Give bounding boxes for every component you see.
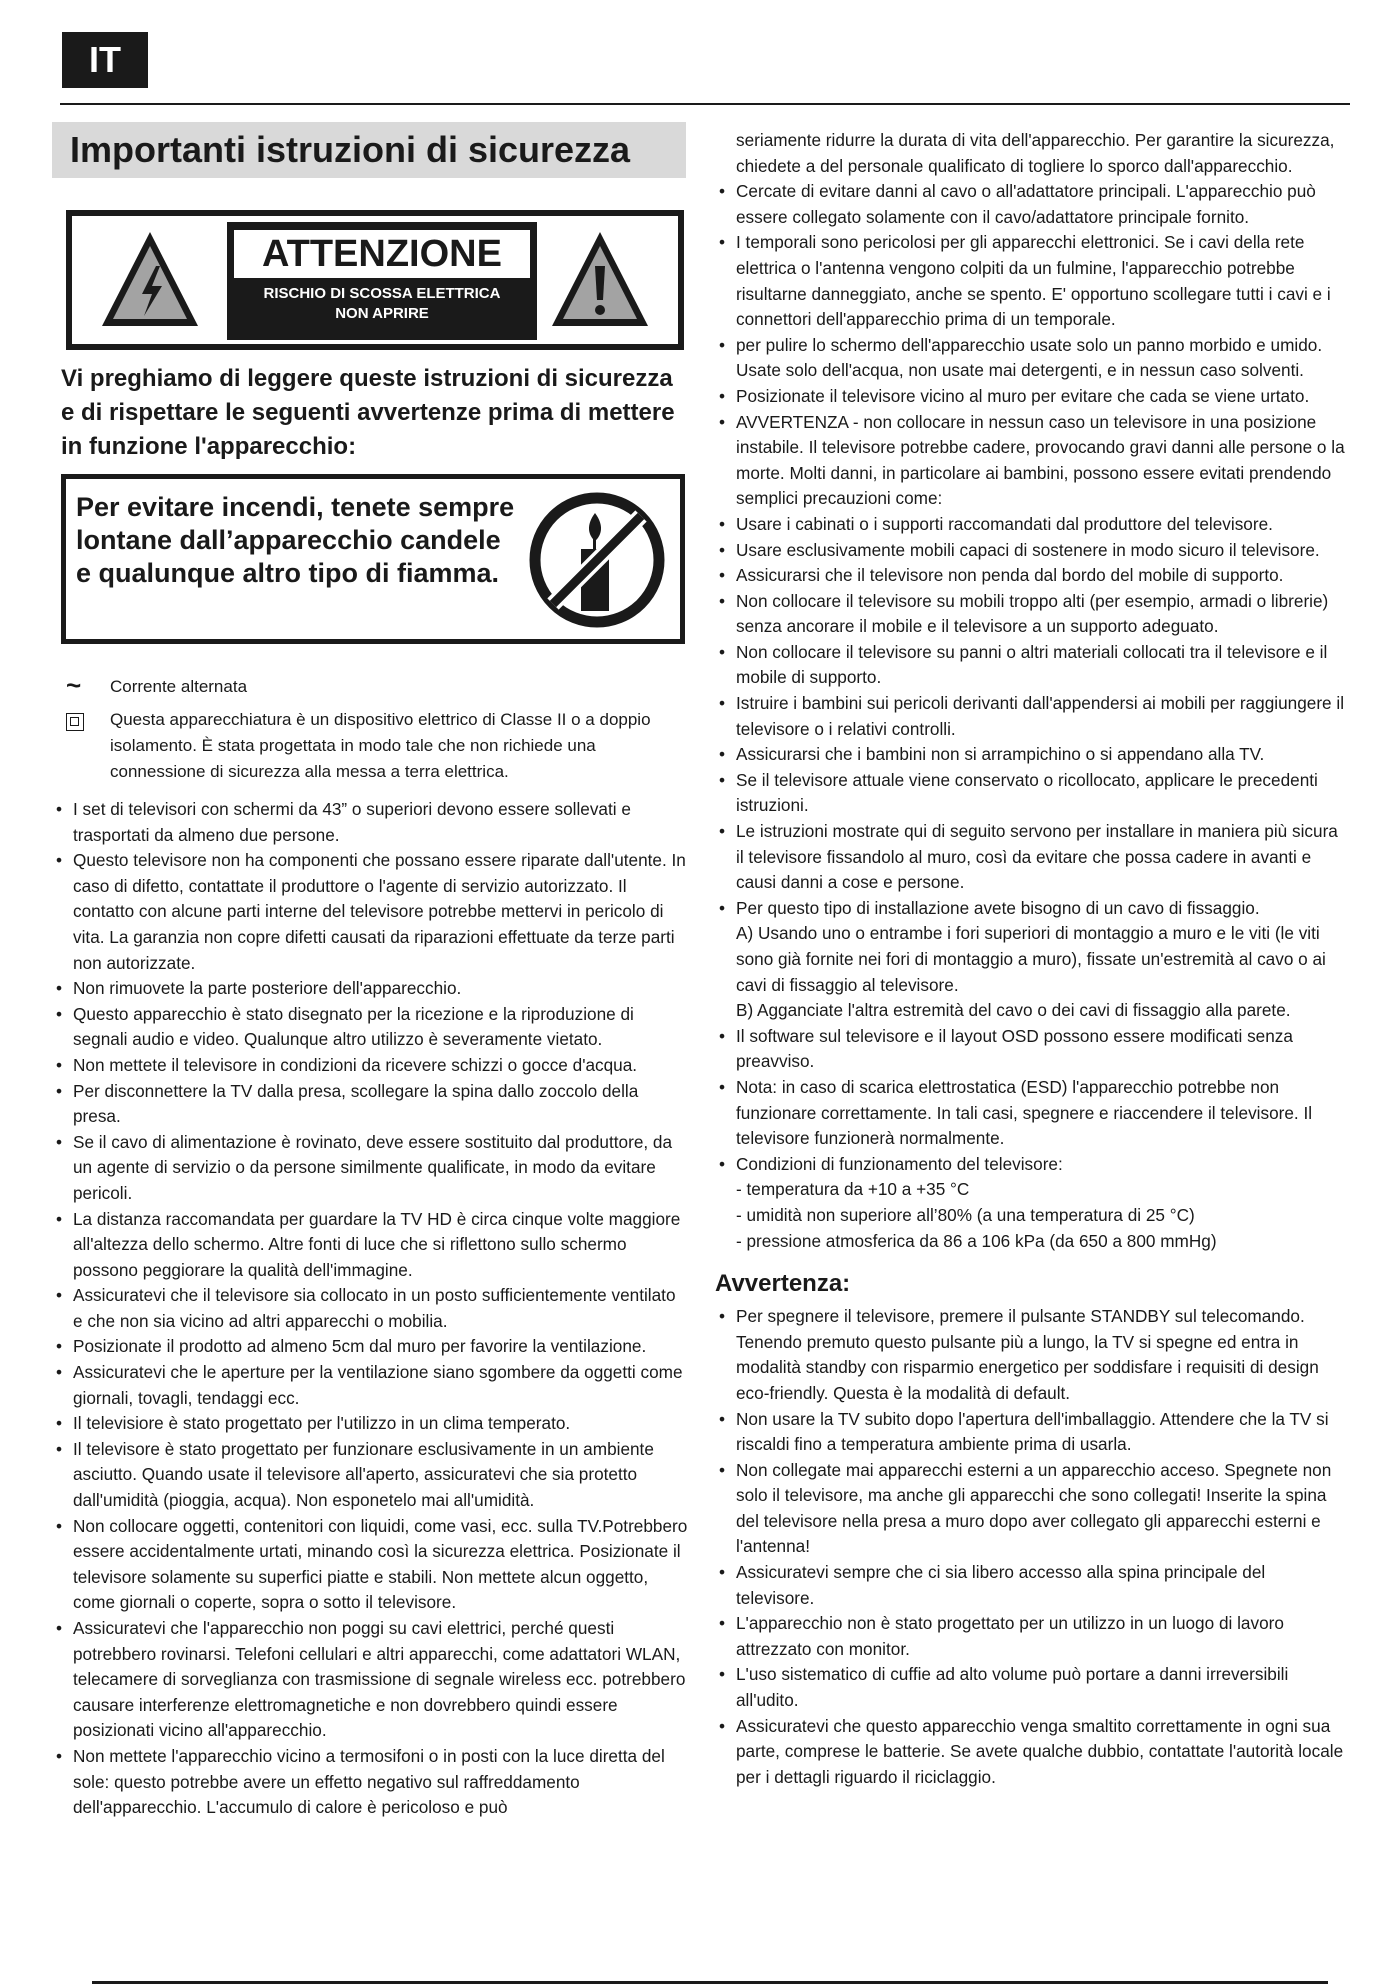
list-item: • Il software sul televisore e il layout OSD possono essere modificati senza preavviso. [715, 1024, 1347, 1075]
class-ii-icon [62, 707, 110, 733]
warning-label [227, 222, 537, 340]
symbol-description: Corrente alternata [110, 677, 248, 696]
header-rule [60, 103, 1350, 105]
fixing-step-b: B) Agganciate l'altra estremità del cavo o dei cavi di fissaggio alla parete. [736, 1000, 1291, 1021]
list-item: • Istruire i bambini sui pericoli derivanti dall'appendersi ai mobili per raggiungere il televisore o i relativi controlli. [715, 691, 1347, 742]
footer-rule [92, 1981, 1328, 1984]
no-candle-icon [526, 489, 668, 631]
continued-paragraph: seriamente ridurre la durata di vita dell'apparecchio. Per garantire la sicurezza, chiedete a del personale qualificato di togliere lo sporco dall'apparecchio. [736, 130, 1335, 176]
list-item: • I temporali sono pericolosi per gli apparecchi elettronici. Se i cavi della rete elettrica o l'antenna vengono colpiti da un fulmine, l'apparecchio potrebbe risultarne danneggiato, anche se spento. E' opportuno scollegare tutti i cavi e i connettori dell'apparecchio prima di un temporale. [715, 230, 1347, 332]
list-item: • Per spegnere il televisore, premere il pulsante STANDBY sul telecomando. Tenendo premuto questo pulsante più a lungo, la TV si spegne ed entra in modalità standby con risparmio energetico per soddisfare i requisiti di design eco-friendly. Questa è la modalità di default. [715, 1304, 1347, 1406]
avvertenza-list [715, 1304, 1347, 1790]
list-item: • Non mettete il televisore in condizioni da ricevere schizzi o gocce d'acqua. [52, 1053, 688, 1079]
symbol-row-class-ii [62, 707, 688, 785]
list-item: • Questo televisore non ha componenti che possano essere riparate dall'utente. In caso di difetto, contattate il produttore o l'agente di servizio autorizzato. Il contatto con alcune parti interne del televisore potrebbe mettervi in pericolo di vita. La garanzia non copre difetti causati da riparazioni effettuate da terze parti non autorizzate. [52, 848, 688, 976]
list-item: • Assicurarsi che il televisore non penda dal bordo del mobile di supporto. [715, 563, 1347, 589]
warning-subtitle [227, 284, 537, 324]
conditions-intro: • Condizioni di funzionamento del televisore: [736, 1153, 1063, 1174]
symbol-description: Questa apparecchiatura è un dispositivo elettrico di Classe II o a doppio isolamento. È stata progettata in modo tale che non richiede una connessione di sicurezza alla messa a terra elettrica. [110, 710, 651, 781]
list-item: • I set di televisori con schermi da 43” o superiori devono essere sollevati e trasportati da almeno due persone. [52, 797, 688, 848]
fixing-intro: • Per questo tipo di installazione avete bisogno di un cavo di fissaggio. [736, 897, 1260, 918]
list-item: • Assicuratevi che l'apparecchio non poggi su cavi elettrici, perché questi potrebbero rovinarsi. Telefoni cellulari e altri apparecchi, come adattatori WLAN, telecamere di sorveglianza con trasmissione di segnale wireless ecc. potrebbero causare interferenze elettromagnetiche e non dovrebbero quindi essere posizionati vicino all'apparecchio. [52, 1616, 688, 1744]
fire-warning-text: Per evitare incendi, tenete sempre lontane dall’apparecchio candele e qualunque altro tipo di fiamma. [76, 492, 515, 588]
right-bullet-list [715, 179, 1347, 896]
left-bullet-list [52, 797, 688, 1821]
list-item: • Non usare la TV subito dopo l'apertura dell'imballaggio. Attendere che la TV si riscaldi fino a temperatura ambiente prima di usarla. [715, 1407, 1347, 1458]
list-item: • per pulire lo schermo dell'apparecchio usate solo un panno morbido e umido. Usate solo dell'acqua, non usate mai detergenti, e in nessun caso solventi. [715, 333, 1347, 384]
list-item: • AVVERTENZA - non collocare in nessun caso un televisore in una posizione instabile. Il televisore potrebbe cadere, provocando gravi danni alle persone o la morte. Molti danni, in particolare ai bambini, possono essere evitati prendendo semplici precauzioni come: [715, 410, 1347, 512]
right-bullet-list-2 [715, 1024, 1347, 1152]
list-item: • Se il cavo di alimentazione è rovinato, deve essere sostituito dal produttore, da un agente di servizio o da persone similmente qualificate, in modo da evitare pericoli. [52, 1130, 688, 1207]
list-item: • L'apparecchio non è stato progettato per un utilizzo in un luogo di lavoro attrezzato con monitor. [715, 1611, 1347, 1662]
right-column [715, 128, 1347, 1790]
warning-subtitle-line2: NON APRIRE [335, 305, 429, 322]
list-item: • Usare esclusivamente mobili capaci di sostenere in modo sicuro il televisore. [715, 538, 1347, 564]
left-column [52, 122, 688, 1821]
list-item: • Le istruzioni mostrate qui di seguito servono per installare in maniera più sicura il televisore fissandolo al muro, così da evitare che possa cadere in avanti e causi danni a cose e persone. [715, 819, 1347, 896]
fixing-step-a: A) Usando uno o entrambe i fori superiori di montaggio a muro e le viti (le viti sono già fornite nei fori di montaggio a muro), fissate un'estremità al cavo o ai cavi di fissaggio al televisore. [736, 923, 1326, 995]
language-tag: IT [62, 32, 148, 88]
list-item: • Assicurarsi che i bambini non si arrampichino o si appendano alla TV. [715, 742, 1347, 768]
fixing-list [715, 896, 1347, 1024]
list-item: • Cercate di evitare danni al cavo o all'adattatore principali. L'apparecchio può essere collegato solamente con il cavo/adattatore principale fornito. [715, 179, 1347, 230]
fire-warning-box [61, 474, 685, 644]
list-item: • Non mettete l'apparecchio vicino a termosifoni o in posti con la luce diretta del sole: questo potrebbe avere un effetto negativo sul raffreddamento dell'apparecchio. L'accumulo di calore è pericoloso e può [52, 1744, 688, 1821]
warning-title: ATTENZIONE [234, 230, 530, 278]
warning-subtitle-line1: RISCHIO DI SCOSSA ELETTRICA [263, 285, 501, 302]
avvertenza-heading: Avvertenza: [715, 1270, 851, 1298]
list-item: • Questo apparecchio è stato disegnato per la ricezione e la riproduzione di segnali audio e video. Qualunque altro utilizzo è severamente vietato. [52, 1002, 688, 1053]
symbol-row-ac [62, 670, 688, 700]
list-item: • Assicuratevi sempre che ci sia libero accesso alla spina principale del televisore. [715, 1560, 1347, 1611]
lightning-warning-icon [98, 226, 202, 334]
conditions-list [715, 1152, 1347, 1254]
list-item: • Posizionate il televisore vicino al muro per evitare che cada se viene urtato. [715, 384, 1347, 410]
list-item: • Non rimuovete la parte posteriore dell'apparecchio. [52, 976, 688, 1002]
list-item: • Usare i cabinati o i supporti raccomandati dal produttore del televisore. [715, 512, 1347, 538]
list-item: • Il televisore è stato progettato per funzionare esclusivamente in un ambiente asciutto. Quando usate il televisore all'aperto, assicuratevi che sia protetto dall'umidità (pioggia, acqua). Non esponetelo mai all'umidità. [52, 1437, 688, 1514]
page-title: Importanti istruzioni di sicurezza [52, 122, 686, 178]
intro-text: Vi preghiamo di leggere queste istruzioni di sicurezza e di rispettare le seguenti avvertenze prima di mettere in funzione l'apparecchio: [61, 365, 675, 460]
list-item: • Non collocare oggetti, contenitori con liquidi, come vasi, ecc. sulla TV.Potrebbero essere accidentalmente urtati, minando così la sicurezza elettrica. Posizionate il televisore solamente su superfici piatte e stabili. Non mettete alcun oggetto, come giornali o coperte, sopra o sotto il televisore. [52, 1514, 688, 1616]
list-item: • Il televisiore è stato progettato per l'utilizzo in un clima temperato. [52, 1411, 688, 1437]
condition-pressure: - pressione atmosferica da 86 a 106 kPa (da 650 a 800 mmHg) [736, 1230, 1217, 1251]
list-item: • L'uso sistematico di cuffie ad alto volume può portare a danni irreversibili all'udito. [715, 1662, 1347, 1713]
list-item: • Nota: in caso di scarica elettrostatica (ESD) l'apparecchio potrebbe non funzionare correttamente. In tali casi, spegnere e riaccendere il televisore. Il televisore funzionerà normalmente. [715, 1075, 1347, 1152]
list-item: • La distanza raccomandata per guardare la TV HD è circa cinque volte maggiore all'altezza dello schermo. Altre fonti di luce che si riflettono sullo schermo possono peggiorare la qualità dell'immagine. [52, 1207, 688, 1284]
tilde-icon: ~ [66, 670, 82, 700]
list-item: • Posizionate il prodotto ad almeno 5cm dal muro per favorire la ventilazione. [52, 1334, 688, 1360]
condition-temperature: - temperatura da +10 a +35 °C [736, 1179, 970, 1200]
list-item: • Se il televisore attuale viene conservato o ricollocato, applicare le precedenti istruzioni. [715, 768, 1347, 819]
list-item: • Non collocare il televisore su mobili troppo alti (per esempio, armadi o librerie) senza ancorare il mobile e il televisore a un supporto adeguato. [715, 589, 1347, 640]
condition-humidity: - umidità non superiore all’80% (a una temperatura di 25 °C) [736, 1204, 1195, 1225]
list-item: • Assicuratevi che questo apparecchio venga smaltito correttamente in ogni sua parte, comprese le batterie. Se avete qualche dubbio, contattate l'autorità locale per i dettagli riguardo il riciclaggio. [715, 1714, 1347, 1791]
list-item: • Per disconnettere la TV dalla presa, scollegare la spina dallo zoccolo della presa. [52, 1079, 688, 1130]
list-item [715, 1152, 1347, 1254]
list-item: • Non collocare il televisore su panni o altri materiali collocati tra il televisore e il mobile di supporto. [715, 640, 1347, 691]
list-item: • Assicuratevi che le aperture per la ventilazione siano sgombere da oggetti come giornali, tovagli, tendaggi ecc. [52, 1360, 688, 1411]
list-item [715, 896, 1347, 1024]
exclamation-warning-icon [548, 226, 652, 334]
list-item: • Non collegate mai apparecchi esterni a un apparecchio acceso. Spegnete non solo il televisore, ma anche gli apparecchi che sono collegati! Inserite la spina del televisore nella presa a muro dopo aver collegato gli apparecchi esterni e l'antenna! [715, 1458, 1347, 1560]
electric-shock-warning-box [66, 210, 684, 350]
list-item: • Assicuratevi che il televisore sia collocato in un posto sufficientemente ventilato e che non sia vicino ad altri apparecchi o mobilia. [52, 1283, 688, 1334]
